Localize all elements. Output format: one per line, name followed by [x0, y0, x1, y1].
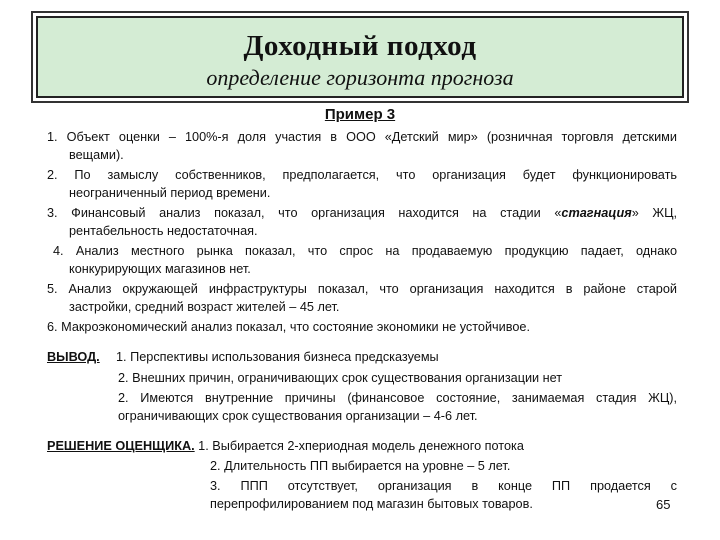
item-6-line-1: 6. Макроэкономический анализ показал, что состояние экономики не устойчивое.	[47, 320, 530, 334]
decision-point-3-line-2: перепрофилированием под магазин бытовых товаров.	[210, 497, 533, 511]
conclusion-label: ВЫВОД.	[47, 350, 100, 364]
item-3-emphasis: стагнация	[561, 206, 632, 220]
page-title: Доходный подход	[243, 30, 477, 62]
item-5-line-2: застройки, средний возраст жителей – 45 лет.	[69, 300, 340, 314]
item-4-line-2: конкурирующих магазинов нет.	[69, 262, 251, 276]
conclusion-point-3-line-1: 2. Имеются внутренние причины (финансовое состояние, занимаемая стадия ЖЦ),	[118, 391, 677, 405]
item-3-text-a: 3. Финансовый анализ показал, что организация находится на стадии «	[47, 206, 562, 220]
decision-label: РЕШЕНИЕ ОЦЕНЩИКА.	[47, 439, 195, 453]
example-heading: Пример 3	[324, 106, 396, 123]
item-4-line-1: 4. Анализ местного рынка показал, что спрос на продаваемую продукцию падает, однако	[53, 244, 677, 258]
conclusion-point-3-line-2: ограничивающих срок существования организации – 4-6 лет.	[118, 409, 478, 423]
decision-point-2: 2. Длительность ПП выбирается на уровне – 5 лет.	[210, 459, 511, 473]
page-subtitle: определение горизонта прогноза	[206, 65, 514, 90]
title-box	[36, 16, 684, 98]
conclusion-point-1: 1. Перспективы использования бизнеса предсказуемы	[116, 350, 439, 364]
item-1-line-1: 1. Объект оценки – 100%-я доля участия в ООО «Детский мир» (розничная торговля детскими	[47, 130, 677, 144]
item-2-line-2: неограниченный период времени.	[69, 186, 271, 200]
decision-point-3-line-1: 3. ППП отсутствует, организация в конце ПП продается с	[210, 479, 677, 493]
conclusion-point-2: 2. Внешних причин, ограничивающих срок существования организации нет	[118, 371, 563, 385]
item-2-line-1: 2. По замыслу собственников, предполагается, что организация будет функционировать	[47, 168, 677, 182]
item-5-line-1: 5. Анализ окружающей инфраструктуры показал, что организация находится в районе старой	[47, 282, 677, 296]
decision-point-1: 1. Выбирается 2-хпериодная модель денежного потока	[194, 439, 524, 453]
item-3-line-2: рентабельность недостаточная.	[69, 224, 258, 238]
page-number: 65	[656, 497, 671, 512]
item-1-line-2: вещами).	[69, 148, 124, 162]
decision-line-1	[47, 437, 524, 455]
item-3-line-1	[47, 204, 677, 222]
item-3-text-b: » ЖЦ,	[631, 206, 678, 220]
